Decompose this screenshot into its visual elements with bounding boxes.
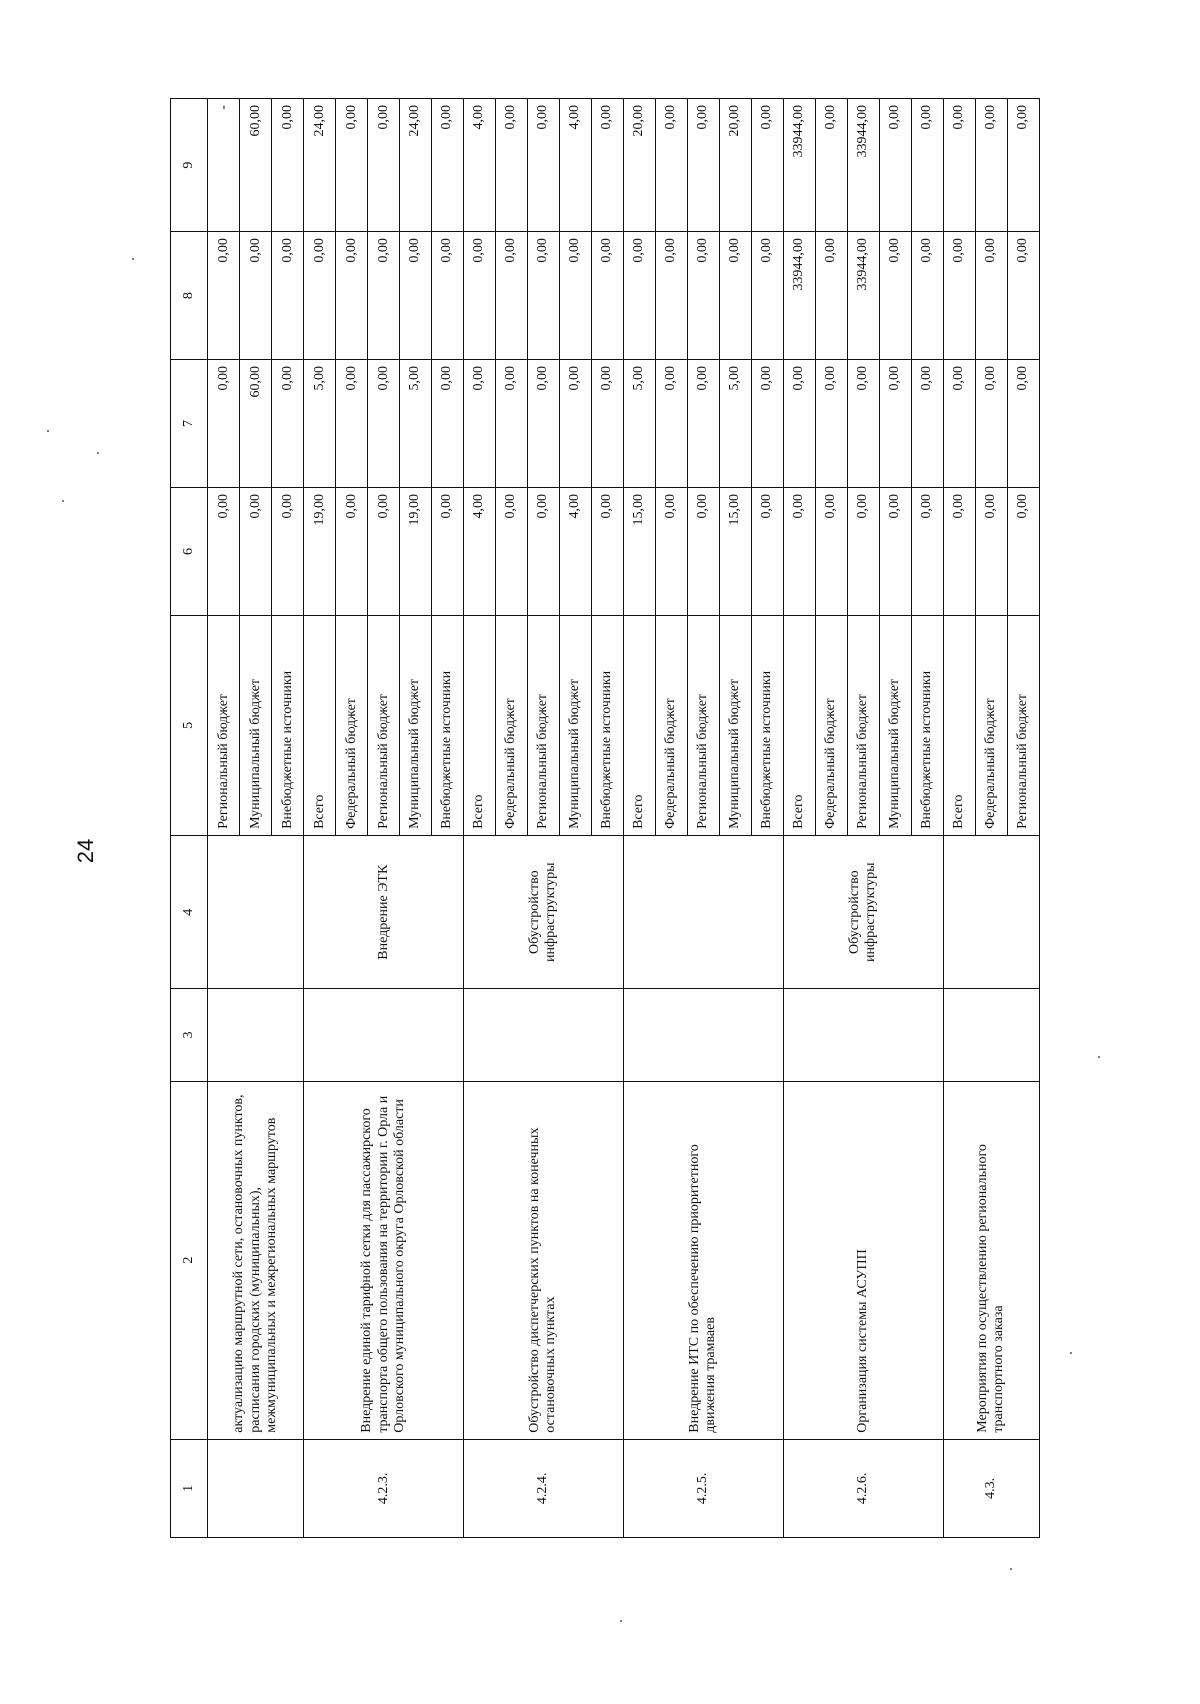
- result-description: Обустройство инфраструктуры: [464, 835, 624, 989]
- value-col-6: 0,00: [847, 487, 879, 615]
- value-col-6: 0,00: [687, 487, 719, 615]
- value-col-7: 0,00: [943, 360, 975, 488]
- value-col-9: 0,00: [496, 99, 528, 232]
- value-col-7: 5,00: [400, 360, 432, 488]
- header-row: [171, 99, 208, 1538]
- value-col-7: 0,00: [879, 360, 911, 488]
- funding-source: Внебюджетные источники: [591, 615, 623, 835]
- value-col-7: 5,00: [304, 360, 336, 488]
- value-col-8: 0,00: [496, 232, 528, 360]
- value-col-8: 0,00: [687, 232, 719, 360]
- row-number: 4.2.4.: [464, 1439, 624, 1537]
- value-col-8: 0,00: [240, 232, 272, 360]
- funding-source: Всего: [783, 615, 815, 835]
- funding-source: Внебюджетные источники: [272, 615, 304, 835]
- value-col-7: 0,00: [368, 360, 400, 488]
- value-col-6: 0,00: [240, 487, 272, 615]
- page-number: 24: [73, 838, 98, 864]
- value-col-6: 0,00: [208, 487, 240, 615]
- scan-speck: [97, 452, 99, 454]
- value-col-6: 0,00: [751, 487, 783, 615]
- value-col-6: 0,00: [1007, 487, 1039, 615]
- measure-description: Внедрение ИТС по обеспечению приоритетного движения трамваев: [623, 1081, 783, 1439]
- value-col-6: 0,00: [272, 487, 304, 615]
- funding-source: Региональный бюджет: [847, 615, 879, 835]
- row-number: 4.3.: [943, 1439, 1039, 1537]
- value-col-8: 0,00: [272, 232, 304, 360]
- header-cell-3: 3: [171, 989, 208, 1081]
- value-col-7: 0,00: [687, 360, 719, 488]
- funding-source: Региональный бюджет: [368, 615, 400, 835]
- header-cell-2: 2: [171, 1081, 208, 1439]
- budget-table-rotated: [170, 98, 1040, 1538]
- funding-source: Всего: [623, 615, 655, 835]
- value-col-8: 0,00: [751, 232, 783, 360]
- funding-source: Региональный бюджет: [527, 615, 559, 835]
- value-col-9: 24,00: [400, 99, 432, 232]
- table-row: [304, 99, 336, 1538]
- value-col-9: 0,00: [655, 99, 687, 232]
- funding-source: Внебюджетные источники: [751, 615, 783, 835]
- scan-speck: [132, 258, 134, 260]
- value-col-6: 0,00: [336, 487, 368, 615]
- result-description: Внедрение ЭТК: [304, 835, 464, 989]
- table-row: [783, 99, 815, 1538]
- value-col-8: 0,00: [304, 232, 336, 360]
- column-3-cell: [623, 989, 783, 1081]
- value-col-9: 0,00: [527, 99, 559, 232]
- value-col-9: 0,00: [591, 99, 623, 232]
- value-col-7: 0,00: [496, 360, 528, 488]
- measure-description: Внедрение единой тарифной сетки для пассажирского транспорта общего пользования на территории г. Орла и Орловского муниципального округа Орловской области: [304, 1081, 464, 1439]
- value-col-8: 0,00: [527, 232, 559, 360]
- value-col-7: 0,00: [911, 360, 943, 488]
- value-col-9: 0,00: [911, 99, 943, 232]
- value-col-7: 0,00: [591, 360, 623, 488]
- value-col-6: 15,00: [623, 487, 655, 615]
- value-col-7: 0,00: [815, 360, 847, 488]
- value-col-6: 0,00: [496, 487, 528, 615]
- value-col-7: 0,00: [1007, 360, 1039, 488]
- value-col-8: 0,00: [559, 232, 591, 360]
- value-col-8: 0,00: [432, 232, 464, 360]
- value-col-7: 60,00: [240, 360, 272, 488]
- scan-speck: [1098, 1056, 1100, 1058]
- funding-source: Всего: [304, 615, 336, 835]
- value-col-8: 0,00: [879, 232, 911, 360]
- value-col-6: 0,00: [527, 487, 559, 615]
- row-number: 4.2.3.: [304, 1439, 464, 1537]
- funding-source: Муниципальный бюджет: [400, 615, 432, 835]
- value-col-7: 0,00: [464, 360, 496, 488]
- result-description: Обустройство инфраструктуры: [783, 835, 943, 989]
- funding-source: Внебюджетные источники: [911, 615, 943, 835]
- scan-speck: [1070, 1352, 1072, 1354]
- value-col-6: 0,00: [368, 487, 400, 615]
- value-col-8: 0,00: [336, 232, 368, 360]
- value-col-9: 24,00: [304, 99, 336, 232]
- value-col-6: 0,00: [911, 487, 943, 615]
- funding-source: Федеральный бюджет: [336, 615, 368, 835]
- value-col-9: 20,00: [719, 99, 751, 232]
- funding-source: Всего: [464, 615, 496, 835]
- value-col-9: 0,00: [815, 99, 847, 232]
- value-col-6: 19,00: [400, 487, 432, 615]
- header-cell-7: 7: [171, 360, 208, 488]
- row-number: 4.2.5.: [623, 1439, 783, 1537]
- value-col-6: 0,00: [783, 487, 815, 615]
- value-col-9: 0,00: [368, 99, 400, 232]
- funding-source: Муниципальный бюджет: [559, 615, 591, 835]
- value-col-9: 60,00: [240, 99, 272, 232]
- value-col-9: 33944,00: [783, 99, 815, 232]
- header-cell-4: 4: [171, 835, 208, 989]
- result-description: [208, 835, 304, 989]
- measure-description: Организация системы АСУПП: [783, 1081, 943, 1439]
- value-col-8: 0,00: [975, 232, 1007, 360]
- value-col-9: 20,00: [623, 99, 655, 232]
- value-col-6: 4,00: [464, 487, 496, 615]
- scan-speck: [62, 500, 64, 502]
- value-col-7: 0,00: [272, 360, 304, 488]
- value-col-7: 5,00: [719, 360, 751, 488]
- value-col-9: 4,00: [559, 99, 591, 232]
- table-row: [623, 99, 655, 1538]
- value-col-7: 5,00: [623, 360, 655, 488]
- value-col-8: 0,00: [911, 232, 943, 360]
- value-col-7: 0,00: [847, 360, 879, 488]
- funding-source: Региональный бюджет: [687, 615, 719, 835]
- column-3-cell: [783, 989, 943, 1081]
- value-col-7: 0,00: [975, 360, 1007, 488]
- funding-source: Федеральный бюджет: [655, 615, 687, 835]
- value-col-6: 0,00: [943, 487, 975, 615]
- value-col-8: 0,00: [719, 232, 751, 360]
- value-col-9: 0,00: [272, 99, 304, 232]
- column-3-cell: [304, 989, 464, 1081]
- column-3-cell: [208, 989, 304, 1081]
- value-col-7: 0,00: [783, 360, 815, 488]
- value-col-9: 0,00: [687, 99, 719, 232]
- budget-table: [170, 98, 1040, 1538]
- value-col-8: 0,00: [464, 232, 496, 360]
- header-cell-5: 5: [171, 615, 208, 835]
- value-col-8: 0,00: [400, 232, 432, 360]
- funding-source: Муниципальный бюджет: [879, 615, 911, 835]
- value-col-7: 0,00: [432, 360, 464, 488]
- table-body: [171, 99, 1040, 1538]
- value-col-8: 33944,00: [847, 232, 879, 360]
- value-col-6: 19,00: [304, 487, 336, 615]
- table-row: [943, 99, 975, 1538]
- value-col-9: 0,00: [975, 99, 1007, 232]
- value-col-8: 0,00: [208, 232, 240, 360]
- value-col-7: 0,00: [559, 360, 591, 488]
- funding-source: Муниципальный бюджет: [719, 615, 751, 835]
- measure-description: Обустройство диспетчерских пунктов на конечных остановочных пунктах: [464, 1081, 624, 1439]
- header-cell-9: 9: [171, 99, 208, 232]
- header-cell-8: 8: [171, 232, 208, 360]
- result-description: [943, 835, 1039, 989]
- scan-speck: [47, 430, 49, 432]
- value-col-8: 33944,00: [783, 232, 815, 360]
- value-col-7: 0,00: [336, 360, 368, 488]
- header-cell-6: 6: [171, 487, 208, 615]
- value-col-9: 0,00: [336, 99, 368, 232]
- scan-speck: [1010, 1568, 1012, 1570]
- value-col-8: 0,00: [655, 232, 687, 360]
- value-col-8: 0,00: [591, 232, 623, 360]
- value-col-9: 33944,00: [847, 99, 879, 232]
- value-col-8: 0,00: [623, 232, 655, 360]
- result-description: [623, 835, 783, 989]
- value-col-9: 4,00: [464, 99, 496, 232]
- measure-description: Мероприятия по осуществлению регионального транспортного заказа: [943, 1081, 1039, 1439]
- funding-source: Региональный бюджет: [1007, 615, 1039, 835]
- measure-description: актуализацию маршрутной сети, остановочных пунктов, расписания городских (муниципальных), межмуниципальных и межрегиональных маршрутов: [208, 1081, 304, 1439]
- value-col-9: -: [208, 99, 240, 232]
- value-col-8: 0,00: [943, 232, 975, 360]
- value-col-6: 0,00: [655, 487, 687, 615]
- value-col-9: 0,00: [943, 99, 975, 232]
- value-col-6: 0,00: [975, 487, 1007, 615]
- value-col-7: 0,00: [208, 360, 240, 488]
- funding-source: Внебюджетные источники: [432, 615, 464, 835]
- value-col-8: 0,00: [368, 232, 400, 360]
- value-col-9: 0,00: [879, 99, 911, 232]
- column-3-cell: [464, 989, 624, 1081]
- value-col-7: 0,00: [527, 360, 559, 488]
- value-col-6: 0,00: [591, 487, 623, 615]
- column-3-cell: [943, 989, 1039, 1081]
- row-number: 4.2.6.: [783, 1439, 943, 1537]
- value-col-6: 0,00: [432, 487, 464, 615]
- table-row: [464, 99, 496, 1538]
- value-col-8: 0,00: [1007, 232, 1039, 360]
- value-col-6: 0,00: [879, 487, 911, 615]
- funding-source: Всего: [943, 615, 975, 835]
- value-col-7: 0,00: [655, 360, 687, 488]
- row-number: [208, 1439, 304, 1537]
- value-col-9: 0,00: [432, 99, 464, 232]
- funding-source: Муниципальный бюджет: [240, 615, 272, 835]
- value-col-9: 0,00: [751, 99, 783, 232]
- value-col-8: 0,00: [815, 232, 847, 360]
- value-col-6: 0,00: [815, 487, 847, 615]
- header-cell-1: 1: [171, 1439, 208, 1537]
- funding-source: Региональный бюджет: [208, 615, 240, 835]
- value-col-7: 0,00: [751, 360, 783, 488]
- value-col-6: 15,00: [719, 487, 751, 615]
- value-col-9: 0,00: [1007, 99, 1039, 232]
- funding-source: Федеральный бюджет: [815, 615, 847, 835]
- funding-source: Федеральный бюджет: [975, 615, 1007, 835]
- table-row: [208, 99, 240, 1538]
- value-col-6: 4,00: [559, 487, 591, 615]
- funding-source: Федеральный бюджет: [496, 615, 528, 835]
- scan-speck: [620, 1620, 622, 1622]
